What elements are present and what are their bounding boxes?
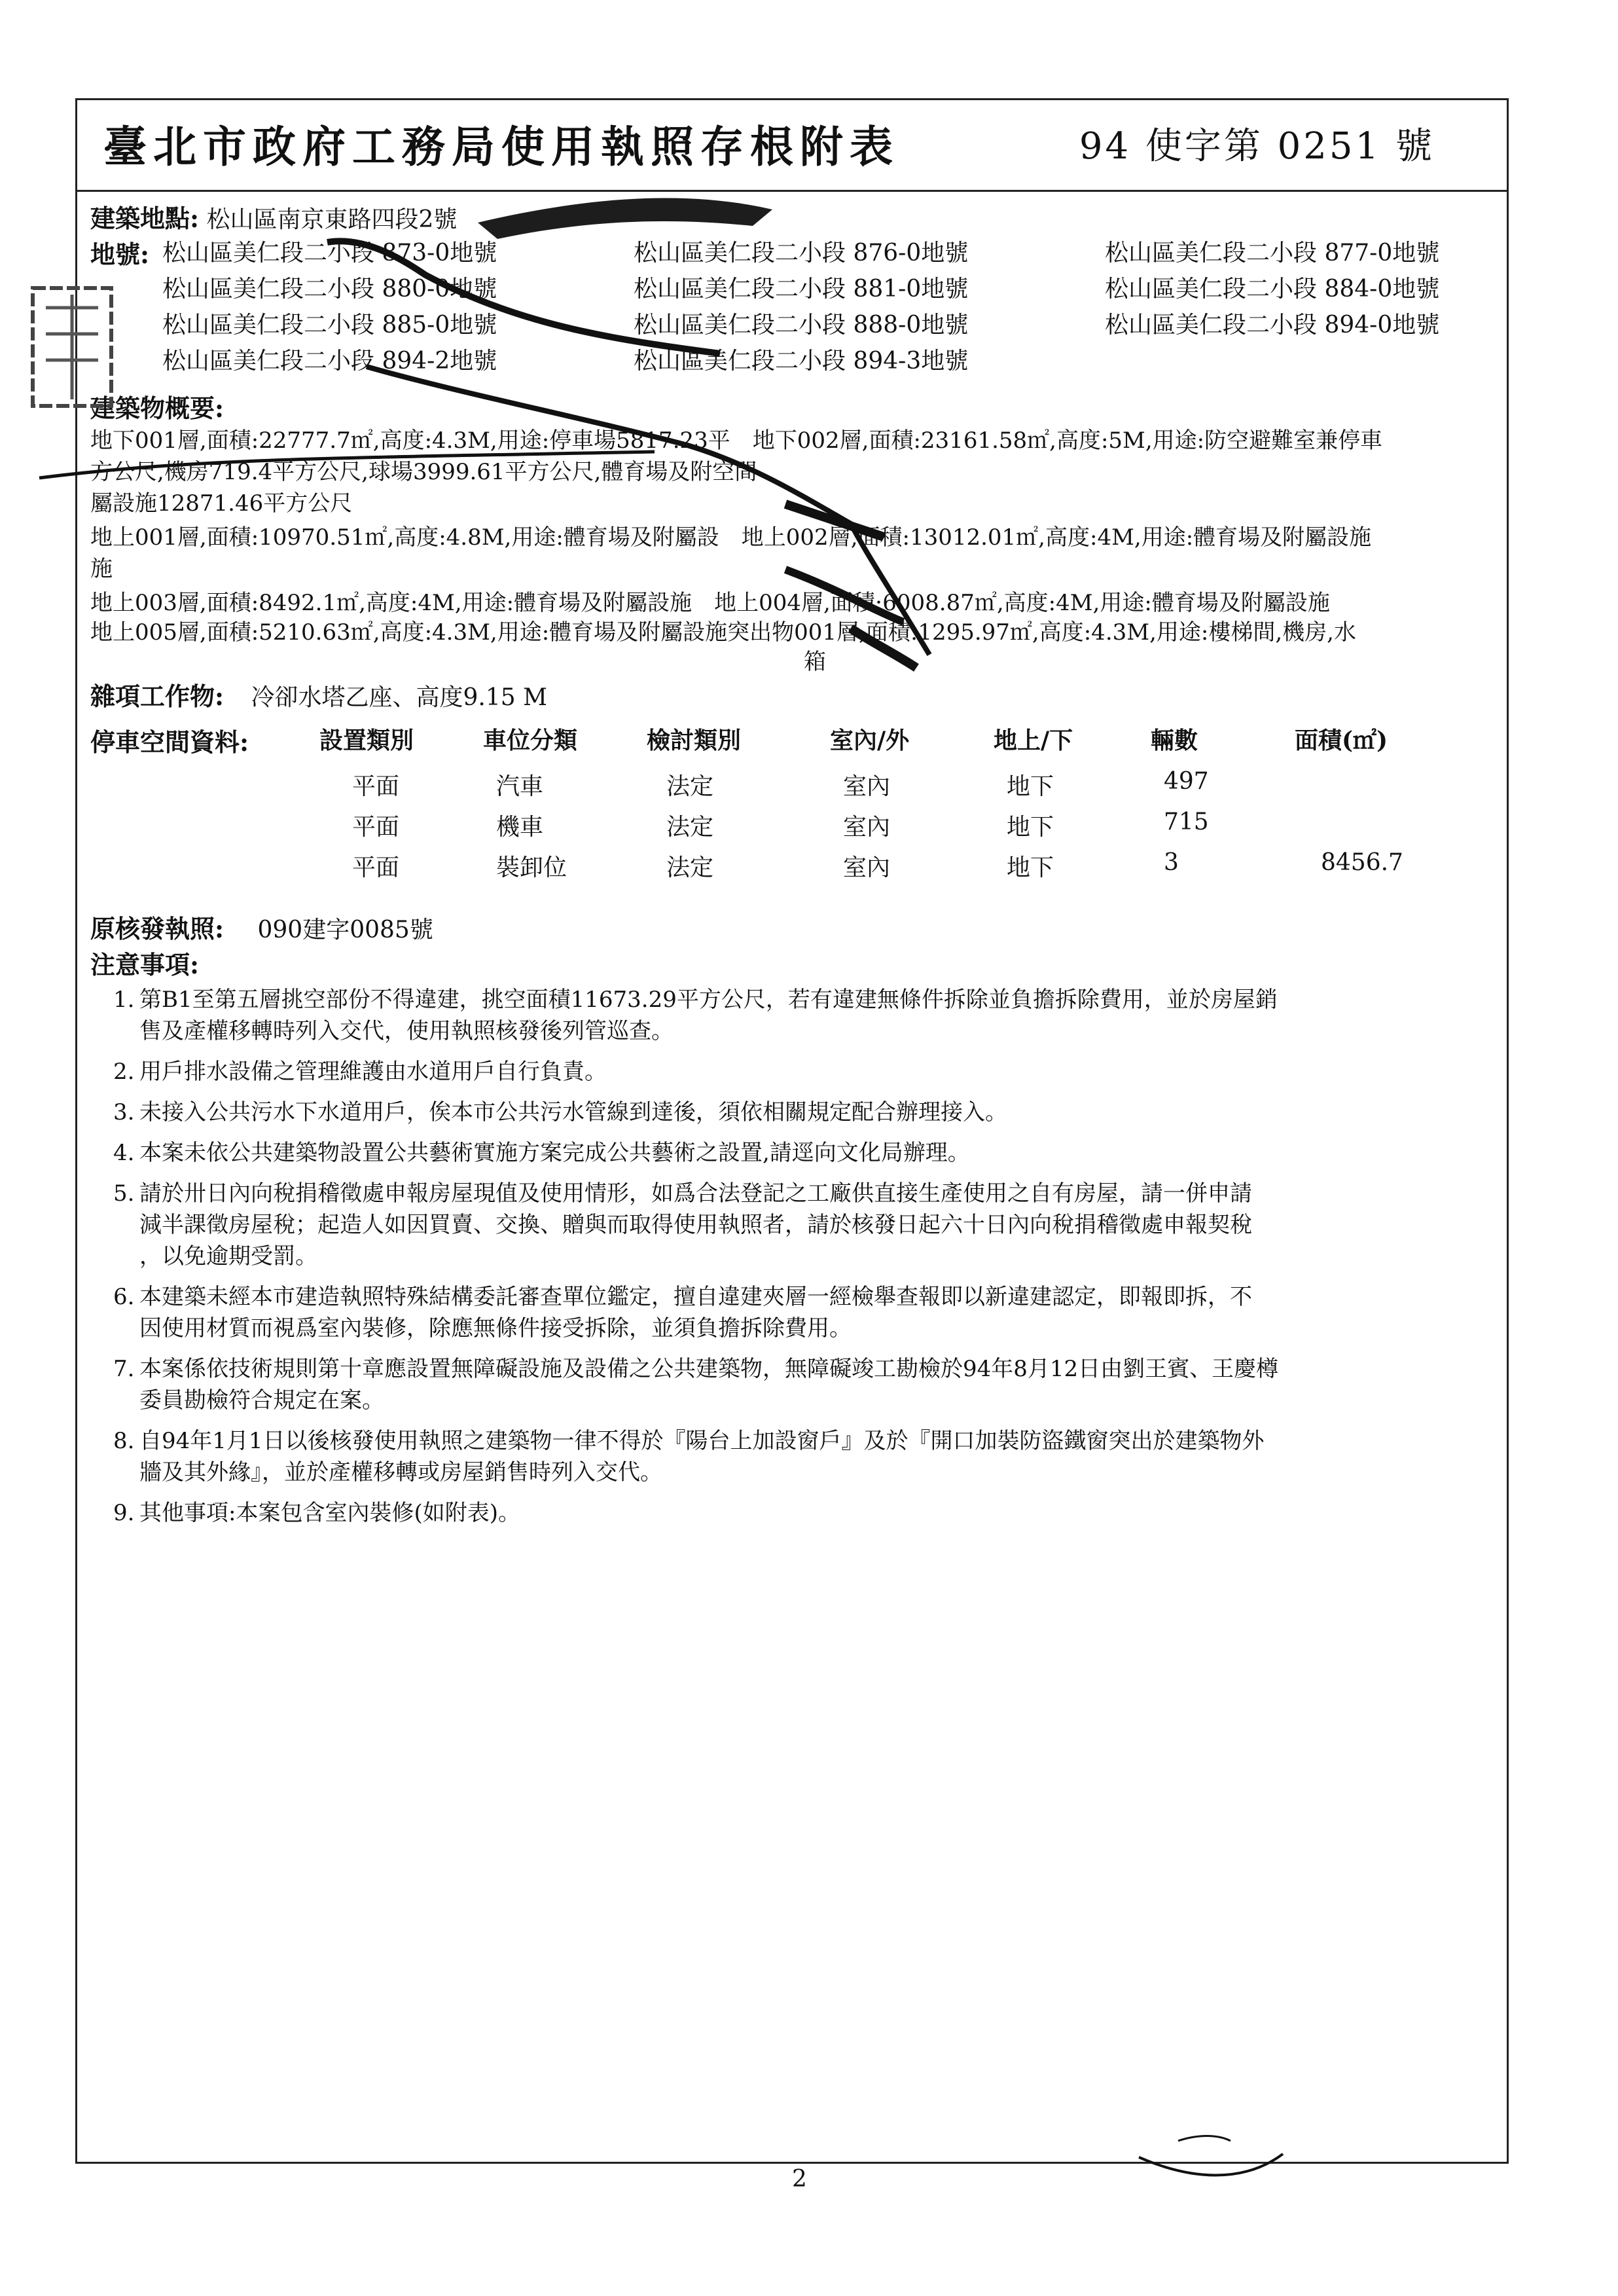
lot-number: 松山區美仁段二小段 894-3地號 [634,348,969,374]
document-title: 臺北市政府工務局使用執照存根附表 [103,121,899,172]
document-frame [75,98,1509,2164]
note-text: 委員勘檢符合規定在案。 [139,1387,384,1413]
parking-cell: 機車 [496,814,544,841]
original-permit-value: 090建字0085號 [257,917,433,943]
parking-header: 地上/下 [994,727,1073,754]
note-item [113,1178,1481,1272]
original-permit-row [90,909,433,945]
lot-number: 松山區美仁段二小段 885-0地號 [162,312,497,338]
header [77,100,1507,192]
parking-cell: 法定 [666,773,714,800]
note-text: 減半課徵房屋稅；起造人如因買賣、交換、贈與而取得使用執照者，請於核發日起六十日內向稅捐稽徵處申報契稅 [139,1212,1252,1238]
address-value: 松山區南京東路四段2號 [206,206,458,233]
misc-label: 雜項工作物: [90,682,225,711]
note-item [113,1353,1481,1416]
page-number: 2 [792,2166,807,2193]
parking-header: 輛數 [1151,727,1198,754]
parking-cell: 平面 [352,854,400,881]
note-item [113,984,1481,1047]
stamp-mark-icon [26,282,124,426]
overview-line: 箱 [804,649,826,675]
note-text: 自94年1月1日以後核發使用執照之建築物一律不得於『陽台上加設窗戶』及於『開口加裝防盜鐵窗突出於建築物外 [139,1428,1265,1454]
parking-cell: 地下 [1007,854,1054,881]
parking-cell: 8456.7 [1321,849,1403,876]
note-text: 用戶排水設備之管理維護由水道用戶自行負責。 [139,1059,607,1085]
note-item [113,1056,1481,1087]
note-item [113,1097,1481,1128]
note-number: 1. [113,987,135,1013]
lot-number: 松山區美仁段二小段 894-0地號 [1105,312,1440,338]
parking-cell: 室內 [843,773,891,800]
note-text: 第B1至第五層挑空部份不得違建，挑空面積11673.29平方公尺，若有違建無條件拆除並負擔拆除費用，並於房屋銷 [139,987,1278,1013]
misc-row [90,676,547,712]
overview-line: 屬設施12871.46平方公尺 [90,490,353,517]
address-label: 建築地點: [90,204,200,233]
lot-number: 松山區美仁段二小段 894-2地號 [162,348,497,374]
original-permit-label: 原核發執照: [90,914,225,943]
overview-line: 地上005層,面積:5210.63㎡,高度:4.3M,用途:體育場及附屬設施突出物001層,面積:1295.97㎡,高度:4.3M,用途:樓梯間,機房,水 [90,619,1356,646]
note-number: 7. [113,1356,135,1382]
note-number: 9. [113,1500,135,1526]
overview-line: 施 [90,556,113,582]
parking-label: 停車空間資料: [90,727,249,757]
lot-number: 松山區美仁段二小段 877-0地號 [1105,240,1440,266]
note-text: 售及產權移轉時列入交代，使用執照核發後列管巡查。 [139,1018,674,1044]
note-number: 2. [113,1059,135,1085]
lot-number: 松山區美仁段二小段 888-0地號 [634,312,969,338]
note-item [113,1281,1481,1344]
parking-header: 檢討類別 [647,727,742,754]
note-number: 4. [113,1140,135,1166]
overview-line: 地上001層,面積:10970.51㎡,高度:4.8M,用途:體育場及附屬設 地上002層,面積:13012.01㎡,高度:4M,用途:體育場及附屬設施 [90,524,1372,551]
notes-label: 注意事項: [90,950,200,979]
lots-label: 地號: [90,240,150,269]
parking-cell: 平面 [352,773,400,800]
lot-number: 松山區美仁段二小段 873-0地號 [162,240,497,266]
parking-cell: 地下 [1007,773,1054,800]
parking-cell: 法定 [666,814,714,841]
parking-cell: 497 [1164,768,1209,795]
note-text: 本建築未經本市建造執照特殊結構委託審查單位鑑定，擅自違建夾層一經檢舉查報即以新違建認定，即報即拆，不 [139,1284,1252,1310]
overview-label: 建築物概要: [90,393,225,423]
parking-header: 車位分類 [483,727,578,754]
lot-number: 松山區美仁段二小段 876-0地號 [634,240,969,266]
lot-number: 松山區美仁段二小段 881-0地號 [634,276,969,302]
lot-number: 松山區美仁段二小段 884-0地號 [1105,276,1440,302]
parking-header: 面積(㎡) [1295,727,1388,754]
parking-header: 室內/外 [830,727,910,754]
note-text: 請於卅日內向稅捐稽徵處申報房屋現值及使用情形，如爲合法登記之工廠供直接生產使用之自有房屋，請一併申請 [139,1180,1252,1207]
parking-cell: 715 [1164,809,1209,835]
note-number: 3. [113,1099,135,1125]
parking-cell: 法定 [666,854,714,881]
misc-value: 冷卻水塔乙座、高度9.15 M [251,684,547,711]
note-item [113,1137,1481,1169]
note-item [113,1497,1481,1529]
parking-cell: 室內 [843,854,891,881]
address-row [90,198,457,234]
note-text: 未接入公共污水下水道用戶，俟本市公共污水管線到達後，須依相關規定配合辦理接入。 [139,1099,1007,1125]
note-text: ，以免逾期受罰。 [139,1243,317,1269]
note-number: 8. [113,1428,135,1454]
permit-number: 94 使字第 0251 號 [1079,125,1435,168]
note-text: 牆及其外緣』，並於產權移轉或房屋銷售時列入交代。 [139,1459,662,1485]
overview-line: 地上003層,面積:8492.1㎡,高度:4M,用途:體育場及附屬設施 地上004層,面積:6008.87㎡,高度:4M,用途:體育場及附屬設施 [90,590,1330,616]
lot-number: 松山區美仁段二小段 880-0地號 [162,276,497,302]
note-number: 5. [113,1180,135,1207]
parking-cell: 地下 [1007,814,1054,841]
parking-cell: 平面 [352,814,400,841]
parking-cell: 室內 [843,814,891,841]
parking-cell: 裝卸位 [496,854,567,881]
parking-cell: 汽車 [496,773,544,800]
parking-cell: 3 [1164,849,1179,876]
note-text: 本案係依技術規則第十章應設置無障礙設施及設備之公共建築物，無障礙竣工勘檢於94年8月12日由劉王賓、王慶樽 [139,1356,1279,1382]
note-item [113,1425,1481,1488]
overview-line: 地下001層,面積:22777.7㎡,高度:4.3M,用途:停車場5817.23平 地下002層,面積:23161.58㎡,高度:5M,用途:防空避難室兼停車 [90,428,1383,454]
note-text: 因使用材質而視爲室內裝修，除應無條件接受拆除，並須負擔拆除費用。 [139,1315,852,1341]
note-text: 本案未依公共建築物設置公共藝術實施方案完成公共藝術之設置,請逕向文化局辦理。 [139,1140,970,1166]
parking-header: 設置類別 [319,727,414,754]
note-number: 6. [113,1284,135,1310]
overview-line: 方公尺,機房719.4平方公尺,球場3999.61平方公尺,體育場及附空間 [90,459,757,485]
note-text: 其他事項:本案包含室內裝修(如附表)。 [139,1500,520,1526]
